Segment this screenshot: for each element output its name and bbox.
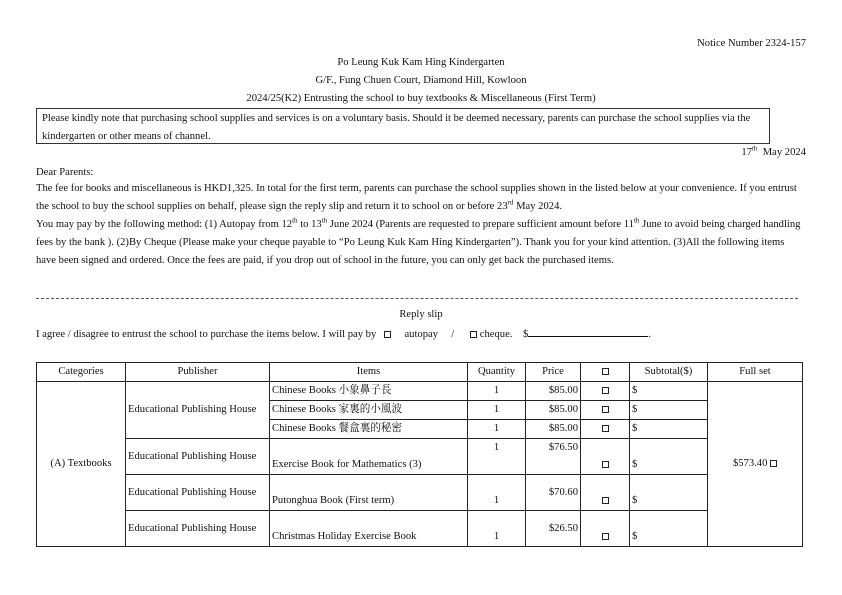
- select-cell: [581, 439, 630, 475]
- select-cell: [581, 382, 630, 401]
- school-address: G/F., Fung Chuen Court, Diamond Hill, Kowloon: [315, 75, 527, 86]
- header-quantity: Quantity: [468, 363, 526, 382]
- header-publisher: Publisher: [126, 363, 270, 382]
- select-cell: [581, 420, 630, 439]
- voluntary-notice-text: Please kindly note that purchasing school supplies and services is on a voluntary basis. Should it be deemed necessary, parents can purchase the school supplies via the kindergarten or other means of channel.: [42, 113, 751, 142]
- price-cell: $85.00: [526, 382, 581, 401]
- price-cell: $85.00: [526, 420, 581, 439]
- voluntary-notice-box: [36, 108, 770, 144]
- header-subtotal: Subtotal($): [630, 363, 708, 382]
- item-cell: Chinese Books 餐盒裏的秘密: [270, 420, 468, 439]
- autopay-checkbox[interactable]: [384, 331, 391, 338]
- date-day: 17: [741, 147, 752, 158]
- item-cell: Chinese Books 家裏的小風波: [270, 401, 468, 420]
- price-cell: $85.00: [526, 401, 581, 420]
- letter-paragraph-fee: [36, 180, 806, 216]
- select-cell: [581, 511, 630, 547]
- header-categories: Categories: [37, 363, 126, 382]
- row-checkbox[interactable]: [602, 533, 609, 540]
- reply-agree-text: I agree / disagree to entrust the school to purchase the items below. I will pay by: [36, 329, 377, 340]
- row-checkbox[interactable]: [602, 425, 609, 432]
- notice-subject: 2024/25(K2) Entrusting the school to buy textbooks & Miscellaneous (First Term): [246, 93, 596, 104]
- date-day-suffix: th: [751, 144, 758, 153]
- letter-paragraph-payment: [36, 216, 806, 270]
- table-header-row: [37, 363, 803, 382]
- qty-cell: 1: [468, 475, 526, 511]
- notice-number: Notice Number 2324-157: [697, 38, 806, 49]
- qty-cell: 1: [468, 382, 526, 401]
- subtotal-cell: $: [630, 475, 708, 511]
- amount-end-dot: .: [648, 329, 651, 340]
- autopay-label: autopay: [404, 329, 439, 340]
- full-set-cell: [708, 382, 803, 547]
- row-checkbox[interactable]: [602, 461, 609, 468]
- para2-sup2: th: [321, 216, 328, 225]
- header-full-set: Full set: [708, 363, 803, 382]
- select-cell: [581, 475, 630, 511]
- subtotal-cell: $: [630, 439, 708, 475]
- full-set-checkbox[interactable]: [770, 460, 777, 467]
- subtotal-cell: $: [630, 420, 708, 439]
- date-month-year: May 2024: [762, 147, 806, 158]
- publisher-cell: Educational Publishing House: [126, 439, 270, 475]
- row-checkbox[interactable]: [602, 497, 609, 504]
- para1-tail: May 2024.: [513, 201, 563, 212]
- price-cell: $70.60: [526, 475, 581, 511]
- subtotal-cell: $: [630, 511, 708, 547]
- cheque-checkbox[interactable]: [470, 331, 477, 338]
- qty-cell: 1: [468, 401, 526, 420]
- para2-b: to 13: [297, 219, 322, 230]
- subtotal-cell: $: [630, 382, 708, 401]
- para2-d: June to avoid being charged handling fees by the bank ). (2)By Cheque (Please make your cheque payable to “Po Leung Kuk Kam Hing Kindergarten”). Thank you for your kind attention. (3)All the following items have been signed and ordered. Once the fees are paid, if you drop out of school in the future, you can only get back the purchased items.: [36, 219, 801, 266]
- category-cell: (A) Textbooks: [37, 382, 126, 547]
- amount-blank-field[interactable]: [528, 327, 648, 337]
- para2-a: You may pay by the following method: (1) Autopay from 12: [36, 219, 293, 230]
- publisher-cell: Educational Publishing House: [126, 382, 270, 439]
- item-cell: Putonghua Book (First term): [270, 475, 468, 511]
- publisher-cell: Educational Publishing House: [126, 475, 270, 511]
- item-cell: Christmas Holiday Exercise Book: [270, 511, 468, 547]
- payment-slash: /: [451, 329, 455, 340]
- school-name: Po Leung Kuk Kam Hing Kindergarten: [337, 57, 505, 68]
- row-checkbox[interactable]: [602, 387, 609, 394]
- reply-slip-title: Reply slip: [399, 309, 443, 320]
- amount-dollar-sign: $: [523, 329, 529, 340]
- table-row: [37, 439, 803, 475]
- table-row: [37, 475, 803, 511]
- item-cell: Chinese Books 小象鼻子長: [270, 382, 468, 401]
- para1-sup: rd: [507, 198, 514, 207]
- para2-c: June 2024 (Parents are requested to prepare sufficient amount before 11: [327, 219, 634, 230]
- letter-salutation: Dear Parents:: [36, 167, 94, 178]
- qty-cell: 1: [468, 439, 526, 475]
- full-set-price: $573.40: [732, 458, 768, 469]
- item-cell: Exercise Book for Mathematics (3): [270, 439, 468, 475]
- cheque-label: cheque.: [479, 329, 513, 340]
- select-cell: [581, 401, 630, 420]
- header-select: [581, 363, 630, 382]
- price-cell: $76.50: [526, 439, 581, 475]
- header-items: Items: [270, 363, 468, 382]
- cut-line-divider: [36, 298, 798, 299]
- table-row: [37, 511, 803, 547]
- publisher-cell: Educational Publishing House: [126, 511, 270, 547]
- notice-date: [741, 144, 806, 158]
- reply-agree-line: [36, 327, 651, 340]
- header-checkbox-icon: [602, 368, 609, 375]
- para1-text: The fee for books and miscellaneous is HKD1,325. In total for the first term, parents can purchase the school supplies shown in the listed below at your convenience. If you entrust the school to buy the school supplies on behalf, please sign the reply slip and return it to school on or before 23: [36, 183, 797, 212]
- para2-sup1: th: [292, 216, 298, 225]
- qty-cell: 1: [468, 511, 526, 547]
- para2-sup3: th: [633, 216, 640, 225]
- price-cell: $26.50: [526, 511, 581, 547]
- items-table: [36, 362, 803, 547]
- subtotal-cell: $: [630, 401, 708, 420]
- table-row: [37, 382, 803, 401]
- row-checkbox[interactable]: [602, 406, 609, 413]
- header-price: Price: [526, 363, 581, 382]
- qty-cell: 1: [468, 420, 526, 439]
